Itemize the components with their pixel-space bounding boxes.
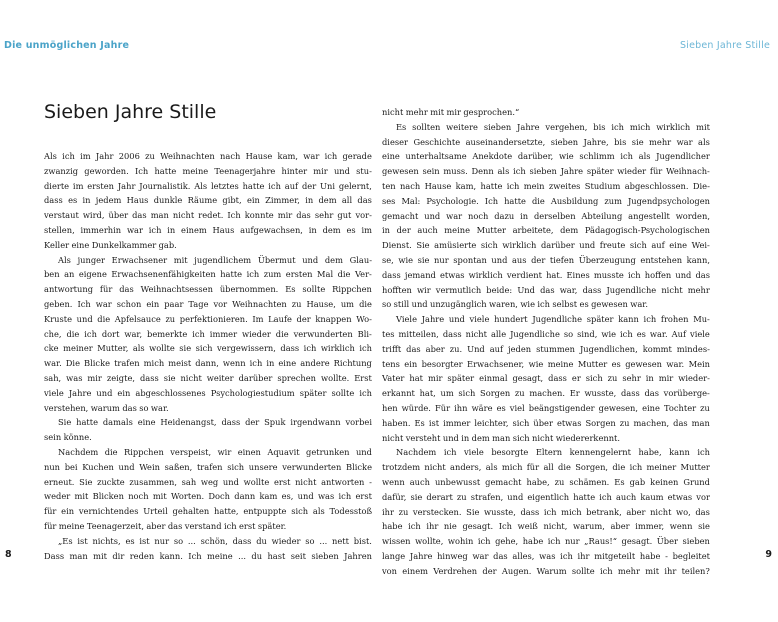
text-line: ses Mal: Psychologie. Ich hatte die Ausbildung zum Jugendpsychologen [382, 195, 710, 206]
text-line: dierte im ersten Jahr Journalistik. Als letztes hatte ich auf der Uni gelernt, [44, 180, 372, 191]
text-line: wissen wollte, wohin ich gehe, habe ich nur „Raus!“ gesagt. Über sieben [382, 536, 710, 547]
text-line: nicht versteht und in dem man sich nicht wiedererkennt. [382, 432, 621, 443]
text-line: Als junger Erwachsener mit jugendlichem Übermut und dem Glau- [58, 254, 372, 265]
text-line: Keller eine Dunkelkammer gab. [44, 239, 177, 250]
page-number-right: 9 [765, 549, 772, 560]
text-line: von einem Verdrehen der Augen. Warum sollte ich mehr mit ihr teilen? [382, 565, 710, 576]
text-line: für ein vernichtendes Urteil gehalten hatte, entpuppte sich als Todesstoß [44, 506, 372, 517]
text-line: Dass man mit dir reden kann. Ich meine ... du hast seit sieben Jahren [44, 550, 372, 561]
text-line: dieser Geschichte auseinandersetzte, sieben Jahre, bis sie mehr war als [382, 136, 710, 147]
text-line: hen würde. Für ihn wäre es viel beängstigender gewesen, eine Tochter zu [382, 402, 710, 413]
text-line: sein könne. [44, 432, 92, 443]
text-line: in der auch meine Mutter arbeitete, dem Pädagogisch-Psychologischen [382, 225, 710, 236]
text-line: war. Die Blicke trafen mich meist dann, wenn ich in eine andere Richtung [44, 358, 372, 369]
text-line: che, die ich dort war, bemerkte ich immer wieder die verwunderten Bli- [44, 328, 372, 339]
text-line: weder mit Blicken noch mit Worten. Doch dann kam es, und was ich erst [44, 491, 372, 502]
text-line: stellen, immerhin war ich in einem Haus aufgewachsen, in dem es im [44, 224, 372, 235]
text-line: Nachdem die Rippchen verspeist, wir einen Aquavit getrunken und [58, 446, 372, 457]
text-line: Als ich im Jahr 2006 zu Weihnachten nach Hause kam, war ich gerade [44, 151, 372, 161]
left-text-column [44, 149, 372, 563]
text-line: Nachdem ich viele besorgte Eltern kennengelernt habe, kann ich [396, 447, 710, 458]
text-line: antwortung für das Weihnachtsessen übernommen. Es sollte Rippchen [44, 284, 372, 295]
right-text-column [382, 105, 710, 579]
text-line: viele Jahre und ein abgeschlossenes Psychologiestudium später sollte ich [44, 387, 372, 398]
text-line: Vater hat mir später einmal gesagt, dass er sich zu sehr in mir wieder- [382, 373, 710, 384]
text-line: eine unterhaltsame Anekdote darüber, wie schlimm ich als Jugendlicher [382, 151, 710, 162]
text-line: so still und unzugänglich waren, wie ich selbst es gewesen war. [382, 299, 648, 310]
text-line: erneut. Sie zuckte zusammen, sah weg und wollte erst nicht antworten - [44, 476, 372, 487]
text-line: se, wie sie nur spontan und aus der tiefen Überzeugung entstehen kann, [382, 254, 710, 265]
text-line: dafür, sie derart zu strafen, und eigentlich hatte ich auch kaum etwas vor [382, 491, 710, 502]
text-line: habe ich ihr nie gesagt. Ich weiß nicht, warum, aber immer, wenn sie [382, 521, 710, 532]
text-line: dass jemand etwas wirklich verdient hat. Eines musste ich hoffen und das [382, 269, 710, 280]
text-line: hofften wir vermutlich beide: Und das war, dass Jugendliche nicht mehr [382, 284, 710, 295]
text-line: Dienst. Sie amüsierte sich wirklich darüber und freute sich auf eine Wei- [382, 240, 710, 251]
text-line: tens ein besorgter Erwachsener, wie meine Mutter es gewesen war. Mein [382, 358, 710, 369]
page-number-left: 8 [5, 549, 12, 560]
text-line: nun bei Kuchen und Wein saßen, trafen sich unsere verwunderten Blicke [44, 461, 372, 472]
text-line: erkannt hat, um sich Sorgen zu machen. Er wusste, dass das vorüberge- [382, 388, 710, 399]
text-line: verstehen, warum das so war. [44, 402, 169, 413]
text-line: verstaut wird, über das man nicht redet. Ich konnte mir das sehr gut vor- [44, 210, 372, 221]
text-line: sah, was mir zeigte, dass sie nicht weiter darüber sprechen wollte. Erst [44, 372, 372, 383]
text-line: Sie hatte damals eine Heidenangst, dass der Spuk irgendwann vorbei [58, 417, 372, 428]
text-line: wenn auch unbewusst gemacht habe, zu schämen. Es gab keinen Grund [382, 476, 710, 487]
chapter-title: Sieben Jahre Stille [44, 101, 217, 123]
text-line: ten nach Hause kam, hatte ich mein zweites Studium abgeschlossen. Die- [382, 180, 710, 191]
text-line: für meine Teenagerzeit, aber das verstand ich erst später. [44, 520, 287, 531]
text-line: trotzdem nicht anders, als mich für all die Sorgen, die ich meiner Mutter [382, 462, 710, 473]
text-line: trifft das aber zu. Und auf jeden stummen Jugendlichen, kommt mindes- [382, 343, 710, 354]
text-line: tes mitteilen, dass nicht alle Jugendliche so sind, wie ich es war. Auf viele [382, 328, 710, 339]
text-line: lange Jahre hinweg war das alles, was ich ihr mitgeteilt habe - begleitet [382, 550, 710, 561]
text-line: gemacht und war noch dazu in derselben Abteilung angestellt worden, [382, 210, 710, 221]
text-line: Viele Jahre und viele hundert Jugendliche später kann ich frohen Mu- [396, 314, 710, 325]
text-line: Es sollten weitere sieben Jahre vergehen, bis ich mich wirklich mit [396, 121, 710, 132]
text-line: ihr zu verstecken. Sie wusste, dass ich mich betrank, aber nicht wo, das [382, 506, 710, 517]
text-line: cke meiner Mutter, als wollte sie sich vergewissern, dass ich wirklich ich [44, 343, 372, 354]
text-line: zwanzig geworden. Ich hatte meine Teenagerjahre hinter mir und stu- [44, 165, 372, 176]
text-line: haben. Es ist immer leichter, sich über etwas Sorgen zu machen, das man [382, 417, 710, 428]
text-line: geben. Ich war schon ein paar Tage vor Weihnachten zu Hause, um die [44, 298, 372, 309]
text-line: dass es in jedem Haus dunkle Räume gibt, ein Zimmer, in dem all das [44, 195, 372, 206]
running-header-right: Sieben Jahre Stille [680, 40, 770, 51]
text-line: gewesen sein muss. Denn als ich sieben Jahre später wieder für Weihnach- [382, 166, 710, 177]
text-line: ben an eigene Erwachsenenfähigkeiten hatte ich zum ersten Mal die Ver- [44, 269, 372, 280]
text-line: nicht mehr mit mir gesprochen.“ [382, 107, 520, 117]
text-line: „Es ist nichts, es ist nur so ... schön, dass du wieder so ... nett bist. [58, 535, 372, 546]
text-line: Kruste und die Apfelsauce zu perfektionieren. Im Laufe der knappen Wo- [44, 313, 372, 324]
running-header-left: Die unmöglichen Jahre [4, 40, 130, 51]
